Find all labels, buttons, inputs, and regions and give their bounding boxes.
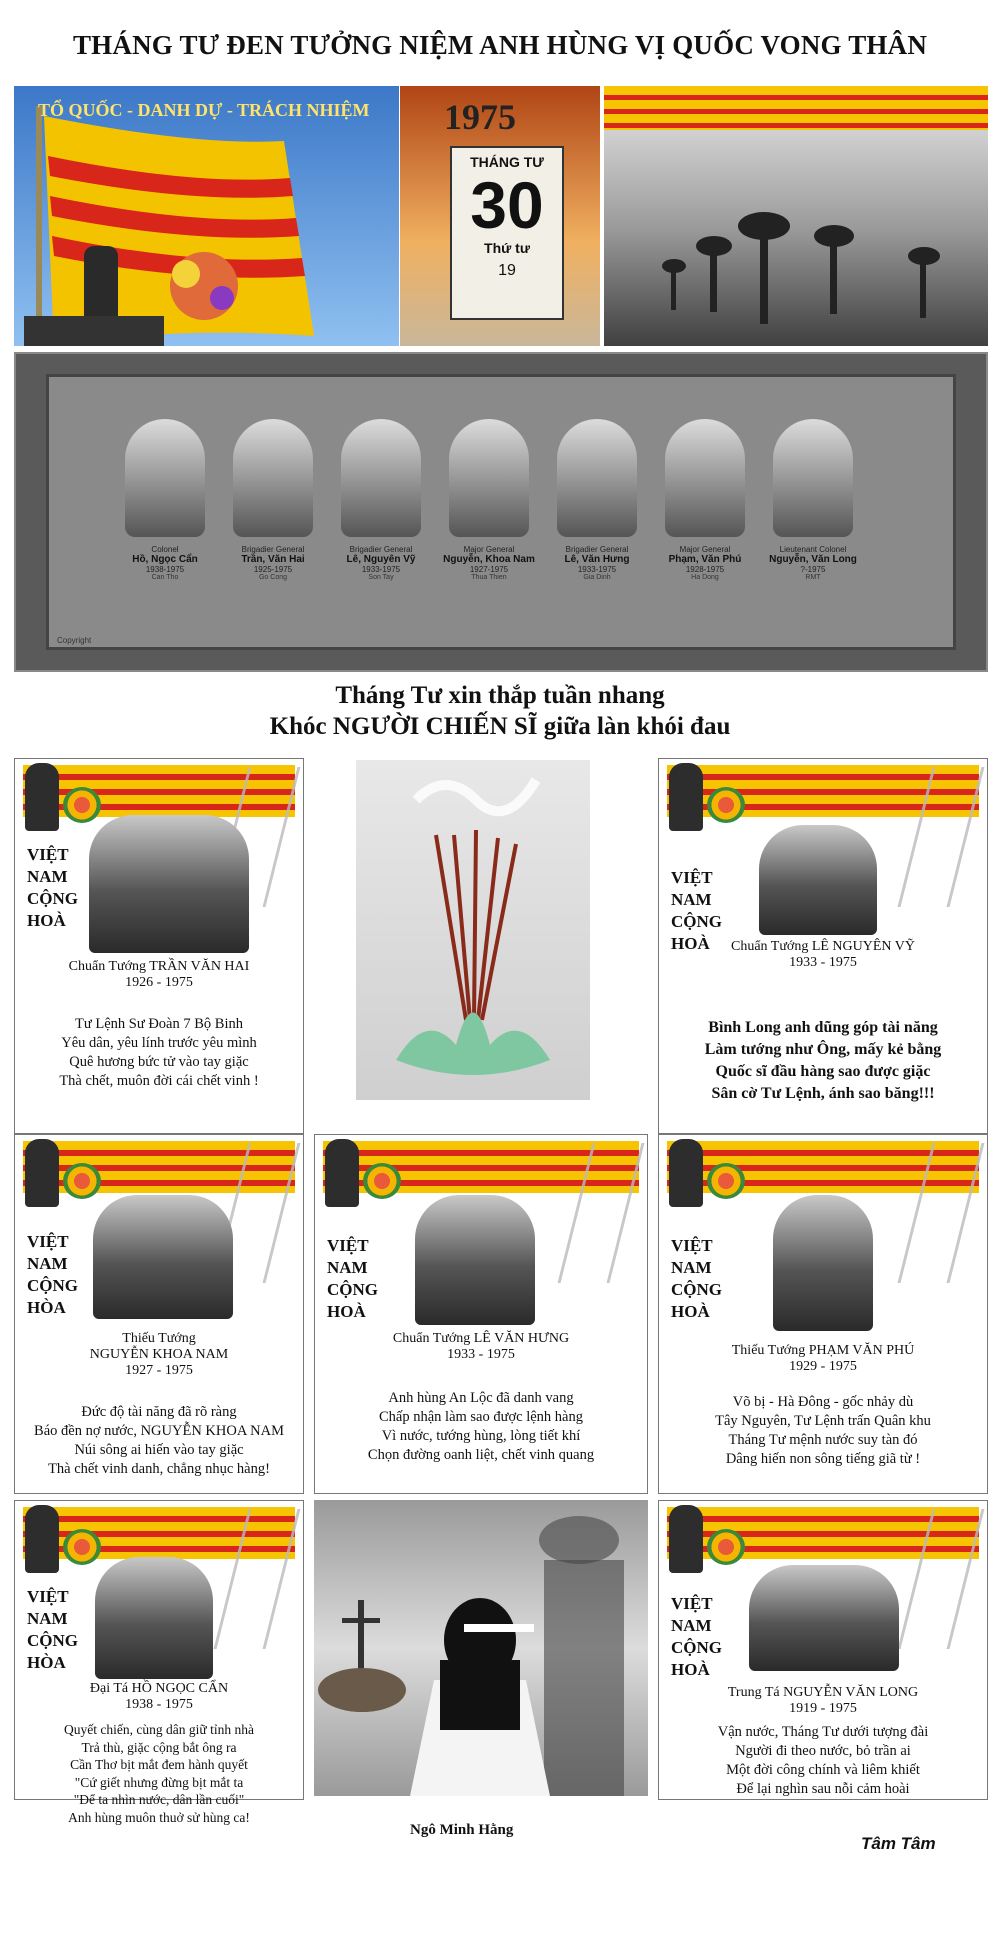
generals-banner [14,352,988,672]
verse-heading [0,680,1000,742]
memorial-card-le-van-hung [314,1134,648,1494]
poem: Tư Lệnh Sư Đoàn 7 Bộ Binh Yêu dân, yêu lính trước yêu mình Quê hương bức tử vào tay giặc Thà chết, muôn đời cái chết vinh ! [59,1016,259,1089]
general-name: Trần, Văn Hai [241,554,305,565]
poem: Anh hùng An Lộc đã danh vang Chấp nhận làm sao được lệnh hàng Vì nước, tướng hùng, lòng tiết khí Chọn đường oanh liệt, chết vinh quang [367,1390,595,1463]
general-card [433,419,545,581]
general-place: RMT [805,574,821,581]
country-label: VIỆT NAM CỘNG HÒA [27,1587,78,1672]
generals-plaque [46,374,956,650]
country-label: VIỆT NAM CỘNG HOÀ [671,1594,722,1679]
flowers-icon [63,1163,101,1199]
general-years: 1933-1975 [361,565,401,574]
caption: Chuẩn Tướng LÊ NGUYÊN VỸ 1933 - 1975 [730,939,916,970]
general-portrait [665,419,745,537]
general-place: Gia Dinh [583,574,611,581]
memorial-card-le-nguyen-vy [658,758,988,1134]
country-label: VIỆT NAM CỘNG HÒA [27,1232,78,1317]
soldier-statue-icon [325,1139,359,1207]
general-card [649,419,761,581]
flowers-icon [707,787,745,823]
mourning-photo [314,1500,648,1796]
general-place: Ha Dong [691,574,719,581]
general-name: Phạm, Văn Phú [668,554,742,565]
page-title: THÁNG TƯ ĐEN TƯỞNG NIỆM ANH HÙNG VỊ QUỐC VONG THÂN [72,30,928,60]
general-years: 1933-1975 [577,565,617,574]
helmets-illustration [604,86,988,346]
general-years: 1928-1975 [685,565,725,574]
portrait-photo [749,1565,899,1671]
general-rank: Colonel [151,545,179,554]
country-label: VIỆT NAM CỘNG HOÀ [327,1236,378,1321]
general-card [217,419,329,581]
soldier-statue-icon [669,763,703,831]
general-portrait [557,419,637,537]
general-place: Thua Thien [471,574,507,581]
poem: Quyết chiến, cùng dân giữ tỉnh nhà Trả thù, giặc cộng bắt ông ra Cần Thơ bịt mắt đem hành quyết "Cứ giết nhưng đừng bịt mắt ta "Để ta nhìn nước, dân lần cuối" Anh hùng muôn thuở sử hùng ca! [64,1722,254,1825]
banner-copyright: Copyright [57,636,92,645]
portrait-photo [95,1557,213,1679]
general-rank: Brigadier General [241,545,305,554]
general-name: Nguyễn, Văn Long [769,554,857,565]
flowers-icon [707,1163,745,1199]
caption: Thiếu Tướng PHẠM VĂN PHÚ 1929 - 1975 [731,1343,915,1374]
portrait-photo [773,1195,873,1331]
portrait-photo [759,825,877,935]
calendar-day: 30 [470,168,544,242]
poem: Bình Long anh dũng góp tài năng Làm tướng như Ông, mấy kẻ bằng Quốc sĩ đầu hàng sao được giặc Sân cờ Tư Lệnh, ánh sao băng!!! [704,1019,942,1102]
caption: Trung Tá NGUYỄN VĂN LONG 1919 - 1975 [727,1685,919,1716]
country-label: VIỆT NAM CỘNG HOÀ [671,1236,722,1321]
flowers-icon [707,1529,745,1565]
general-years: 1925-1975 [253,565,293,574]
flag-motto: TỔ QUỐC - DANH DỰ - TRÁCH NHIỆM [38,100,370,120]
general-portrait [341,419,421,537]
portrait-photo [415,1195,535,1325]
flowers-icon [363,1163,401,1199]
soldier-statue-icon [25,763,59,831]
artist-credit: Tâm Tâm [861,1834,936,1853]
general-place: Son Tay [368,574,394,581]
general-name: Nguyễn, Khoa Nam [443,554,535,565]
flowers-icon [63,1529,101,1565]
caption: Thiếu Tướng NGUYỄN KHOA NAM 1927 - 1975 [89,1331,229,1378]
poem: Đức độ tài năng đã rõ ràng Báo đền nợ nước, NGUYỄN KHOA NAM Núi sông ai hiến vào tay giặc Thà chết vinh danh, chẳng nhục hàng! [34,1404,284,1477]
general-portrait [125,419,205,537]
general-card [325,419,437,581]
memorial-card-nguyen-van-long [658,1500,988,1800]
helmets-photo [604,86,988,346]
mourning-illustration [314,1500,648,1796]
calendar-year: 1975 [444,97,516,137]
general-place: Go Cong [258,574,288,581]
general-rank: Brigadier General [349,545,413,554]
general-card [757,419,869,581]
general-years: ?-1975 [800,565,826,574]
verse-line-1: Tháng Tư xin thắp tuần nhang [335,682,665,709]
general-portrait [773,419,853,537]
memorial-card-pham-van-phu [658,1134,988,1494]
caption: Đại Tá HỒ NGỌC CẨN 1938 - 1975 [89,1681,229,1712]
verse-line-2: Khóc NGƯỜI CHIẾN SĨ giữa làn khói đau [269,713,731,740]
portrait-photo [89,815,249,953]
incense-photo [356,760,590,1100]
soldier-statue-icon [25,1505,59,1573]
calendar-page [450,146,564,320]
general-rank: Major General [463,545,515,554]
memorial-card-nguyen-khoa-nam [14,1134,304,1494]
general-card [109,419,221,581]
general-portrait [233,419,313,537]
caption: Chuẩn Tướng TRẦN VĂN HAI 1926 - 1975 [68,959,250,990]
poem: Vận nước, Tháng Tư dưới tượng đài Người đi theo nước, bỏ trần ai Một đời công chính và liêm khiết Để lại nghìn sau nỗi cảm hoài [717,1724,929,1797]
country-label: VIỆT NAM CỘNG HOÀ [671,868,722,953]
country-label: VIỆT NAM CỘNG HOÀ [27,845,78,930]
poem: Võ bị - Hà Đông - gốc nhảy dù Tây Nguyên, Tư Lệnh trấn Quân khu Tháng Tư mệnh nước suy tàn đó Dâng hiến non sông tiếng giã từ ! [715,1394,931,1467]
calendar-photo [400,86,600,346]
general-name: Lê, Nguyên Vỹ [346,554,416,565]
caption: Chuẩn Tướng LÊ VĂN HƯNG 1933 - 1975 [392,1331,570,1362]
general-name: Lê, Văn Hưng [564,554,630,565]
general-portrait [449,419,529,537]
general-place: Can Tho [151,574,179,581]
memorial-card-tran-van-hai [14,758,304,1134]
calendar-sub: 19 [498,262,516,279]
portrait-photo [93,1195,233,1319]
general-rank: Major General [679,545,731,554]
soldier-statue-icon [669,1505,703,1573]
incense-illustration [356,760,590,1100]
calendar-month: THÁNG TƯ [470,154,544,170]
author-credit: Ngô Minh Hằng [410,1822,514,1838]
general-years: 1938-1975 [145,565,185,574]
calendar-weekday: Thứ tư [484,240,530,256]
general-years: 1927-1975 [469,565,509,574]
flag-illustration [14,86,399,346]
general-rank: Lieutenant Colonel [779,545,847,554]
general-card [541,419,653,581]
flag-photo [14,86,399,346]
soldier-statue-icon [669,1139,703,1207]
flowers-icon [63,787,101,823]
general-name: Hồ, Ngọc Cẩn [132,554,198,565]
soldier-statue-icon [25,1139,59,1207]
memorial-card-ho-ngoc-can [14,1500,304,1825]
general-rank: Brigadier General [565,545,629,554]
